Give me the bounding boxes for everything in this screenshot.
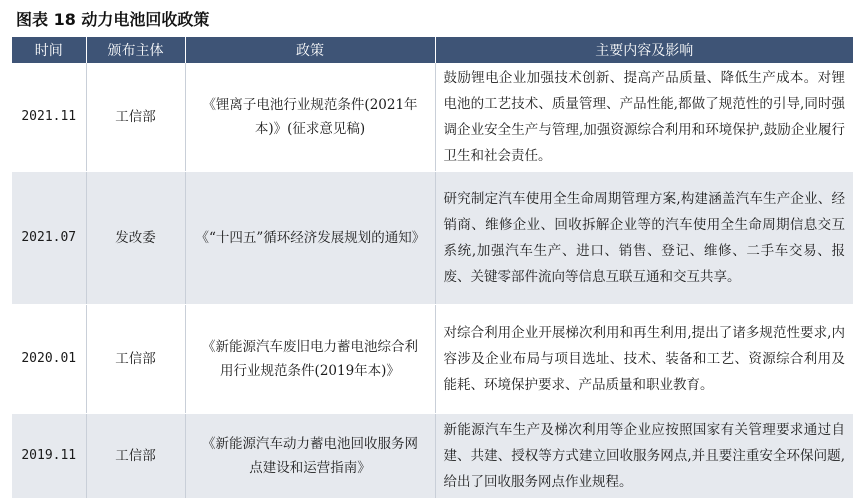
row-impact: 新能源汽车生产及梯次利用等企业应按照国家有关管理要求通过自建、共建、授权等方式建立回收服务网点,并且要注重安全环保问题,给出了回收服务网点作业规程。 bbox=[435, 414, 853, 499]
row-time: 2019.11 bbox=[12, 414, 86, 499]
table-row bbox=[12, 414, 853, 499]
row-policy: 《新能源汽车废旧电力蓄电池综合利用行业规范条件(2019年本)》 bbox=[185, 305, 435, 414]
row-policy: 《锂离子电池行业规范条件(2021年本)》(征求意见稿) bbox=[185, 63, 435, 172]
row-time: 2021.07 bbox=[12, 172, 86, 305]
table-row bbox=[12, 63, 853, 172]
row-issuer: 工信部 bbox=[86, 414, 185, 499]
header-issuer: 颁布主体 bbox=[86, 37, 185, 63]
figure-title: 图表 18 动力电池回收政策 bbox=[16, 10, 210, 29]
row-issuer: 发改委 bbox=[86, 172, 185, 305]
header-impact: 主要内容及影响 bbox=[435, 37, 853, 63]
row-issuer: 工信部 bbox=[86, 305, 185, 414]
row-issuer: 工信部 bbox=[86, 63, 185, 172]
row-time: 2021.11 bbox=[12, 63, 86, 172]
header-time: 时间 bbox=[12, 37, 86, 63]
row-impact: 鼓励锂电企业加强技术创新、提高产品质量、降低生产成本。对锂电池的工艺技术、质量管理、产品性能,都做了规范性的引导,同时强调企业安全生产与管理,加强资源综合利用和环境保护,鼓励企业履行卫生和社会责任。 bbox=[435, 63, 853, 172]
row-impact: 对综合利用企业开展梯次利用和再生利用,提出了诸多规范性要求,内容涉及企业布局与项目选址、技术、装备和工艺、资源综合利用及能耗、环境保护要求、产品质量和职业教育。 bbox=[435, 305, 853, 414]
table-header-row bbox=[12, 37, 853, 63]
row-policy: 《新能源汽车动力蓄电池回收服务网点建设和运营指南》 bbox=[185, 414, 435, 499]
row-policy: 《“十四五”循环经济发展规划的通知》 bbox=[185, 172, 435, 305]
header-policy: 政策 bbox=[185, 37, 435, 63]
policy-table bbox=[12, 37, 853, 499]
table-row bbox=[12, 305, 853, 414]
table-row bbox=[12, 172, 853, 305]
row-time: 2020.01 bbox=[12, 305, 86, 414]
row-impact: 研究制定汽车使用全生命周期管理方案,构建涵盖汽车生产企业、经销商、维修企业、回收拆解企业等的汽车使用全生命周期信息交互系统,加强汽车生产、进口、销售、登记、维修、二手车交易、报废、关键零部件流向等信息互联互通和交互共享。 bbox=[435, 172, 853, 305]
